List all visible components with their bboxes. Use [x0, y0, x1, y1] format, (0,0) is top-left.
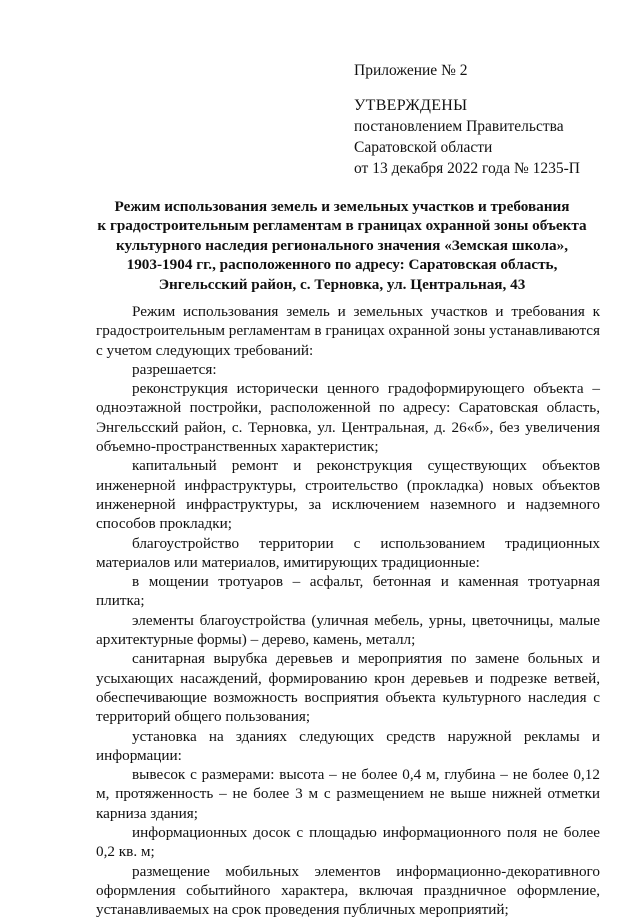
title-line: Энгельсский район, с. Терновка, ул. Центральная, 43 [158, 275, 526, 293]
body-paragraph: реконструкция исторически ценного градоформирующего объекта – одноэтажной постройки, расположенной по адресу: Саратовская область, Энгельсский район, с. Терновка, ул. Центральная, д. 26«б», без увеличения объемно-пространственных характеристик; [96, 380, 600, 456]
document-title [92, 197, 592, 294]
title-line: к градостроительным регламентам в границах охранной зоны объекта [97, 217, 587, 235]
approval-block [354, 60, 624, 179]
approval-line: Саратовской области [354, 139, 493, 156]
body-paragraph: элементы благоустройства (уличная мебель, урны, цветочницы, малые архитектурные формы) – дерево, камень, металл; [96, 611, 600, 649]
body-paragraph: установка на зданиях следующих средств наружной рекламы и информации: [96, 727, 600, 764]
appendix-number: Приложение № 2 [354, 62, 468, 79]
body-paragraph: информационных досок с площадью информационного поля не более 0,2 кв. м; [96, 824, 600, 861]
title-line: 1903-1904 гг., расположенного по адресу: Саратовская область, [126, 256, 558, 274]
body-paragraph: в мощении тротуаров – асфальт, бетонная и каменная тротуарная плитка; [96, 573, 600, 610]
body-paragraph: разрешается: [132, 360, 217, 378]
body-paragraph: санитарная вырубка деревьев и мероприятия по замене больных и усыхающих насаждений, формированию крон деревьев и подрезке ветвей, обеспечивающие возможность восприятия объекта культурного наследия с территорий общего пользования; [96, 650, 600, 726]
document-body [96, 302, 600, 920]
body-paragraph: вывесок с размерами: высота – не более 0,4 м, глубина – не более 0,12 м, протяженность – не более 3 м с размещением не выше нижней отметки карниза здания; [96, 766, 600, 822]
approval-line: постановлением Правительства [354, 118, 564, 135]
approval-line: от 13 декабря 2022 года № 1235-П [354, 160, 580, 177]
body-paragraph: Режим использования земель и земельных участков и требования к градостроительным регламентам в границах охранной зоны устанавливаются с учетом следующих требований: [96, 303, 600, 359]
body-paragraph: благоустройство территории с использованием традиционных материалов или материалов, имитирующих традиционные: [96, 534, 600, 571]
approved-heading: УТВЕРЖДЕНЫ [354, 97, 468, 114]
title-line: культурного наследия регионального значения «Земская школа», [115, 236, 569, 254]
body-paragraph: размещение мобильных элементов информационно-декоративного оформления событийного характера, включая праздничное оформление, устанавливаемых на срок проведения публичных мероприятий; [96, 862, 600, 919]
title-line: Режим использования земель и земельных участков и требования [114, 198, 570, 215]
body-paragraph: капитальный ремонт и реконструкция существующих объектов инженерной инфраструктуры, строительство (прокладка) новых объектов инженерной инфраструктуры, за исключением наземного и надземного способов прокладки; [96, 457, 600, 533]
